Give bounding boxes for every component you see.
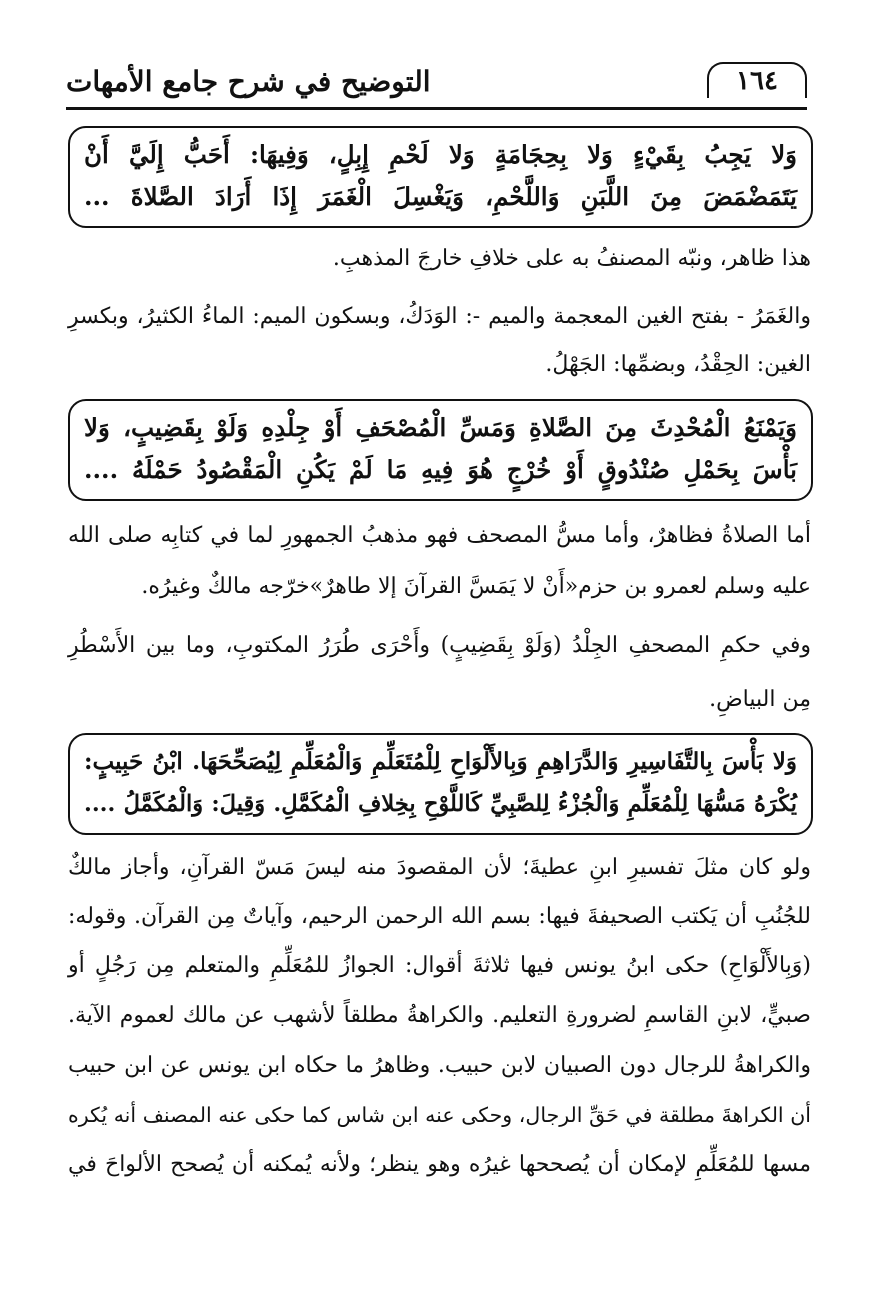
matn-box-1 (68, 126, 813, 228)
commentary-line: (وَبِالأَلْوَاحِ) حكى ابنُ يونس فيها ثلاثةَ أقوال: الجوازُ للمُعَلِّمِ والمتعلم مِن رَجُلٍ أو (68, 953, 811, 978)
commentary-line: وفي حكمِ المصحفِ الجِلْدُ (وَلَوْ بِقَضِيبٍ) وأَحْرَى طُرَرُ المكتوبِ، وما بين الأَسْطُرِ (68, 633, 811, 658)
matn-box-2 (68, 399, 813, 501)
matn-line: وَلا يَجِبُ بِقَيْءٍ وَلا بِحِجَامَةٍ وَلا لَحْمِ إِبِلٍ، وَفِيهَا: أَحَبُّ إِلَيَّ أَنْ (84, 140, 797, 169)
commentary-line: صبيٍّ، لابنِ القاسمِ لضرورةِ التعليم. والكراهةُ مطلقاً لأشهب عن مالك لعموم الآية. (68, 1003, 811, 1028)
matn-line: وَيَمْنَعُ الْمُحْدِثَ مِنَ الصَّلاةِ وَمَسِّ الْمُصْحَفِ أَوْ جِلْدِهِ وَلَوْ بِقَضِيبٍ، وَلا (84, 413, 797, 442)
book-title: التوضيح في شرح جامع الأمهات (66, 65, 431, 98)
matn-line: وَلا بَأْسَ بِالتَّفَاسِيرِ وَالدَّرَاهِمِ وَبِالأَلْوَاحِ لِلْمُتَعَلِّمِ وَالْمُعَلِّمِ لِيُصَحِّحَهَا. ابْنُ حَبِيبٍ: (84, 748, 797, 775)
commentary-line: عليه وسلم لعمرو بن حزم«أَنْ لا يَمَسَّ القرآنَ إلا طاهرٌ»خرّجه مالكٌ وغيرُه. (141, 574, 811, 599)
commentary-line: للجُنُبِ أن يَكتب الصحيفةَ فيها: بسم الله الرحمن الرحيم، وآياتٌ مِن القرآن. وقوله: (68, 904, 811, 929)
matn-line: يُكْرَهُ مَسُّهَا لِلْمُعَلِّمِ وَالْجُزْءُ لِلصَّبِيِّ كَاللَّوْحِ بِخِلافِ الْمُكَمَّلِ. وَقِيلَ: وَالْمُكَمَّلُ .... (84, 791, 797, 817)
page-number: ١٦٤ (707, 62, 807, 98)
commentary-line: مِن البياضِ. (709, 687, 811, 712)
commentary-line: ولو كان مثلَ تفسيرِ ابنِ عطيةَ؛ لأن المقصودَ منه ليسَ مَسّ القرآنِ، وأجاز مالكٌ (68, 855, 811, 880)
commentary-line: أن الكراهةَ مطلقة في حَقِّ الرجال، وحكى عنه ابن شاس كما حكى عنه المصنف أنه يُكره (68, 1103, 811, 1127)
matn-line: يَتَمَضْمَضَ مِنَ اللَّبَنِ وَاللَّحْمِ، وَيَغْسِلَ الْغَمَرَ إِذَا أَرَادَ الصَّلاةَ ... (84, 182, 797, 211)
commentary-line: أما الصلاةُ فظاهرٌ، وأما مسُّ المصحف فهو مذهبُ الجمهورِ لما في كتابِه صلى الله (68, 523, 811, 548)
matn-box-3 (68, 733, 813, 835)
page-header (66, 58, 807, 110)
commentary-line: والغَمَرُ - بفتح الغين المعجمة والميم -: الوَدَكُ، وبسكون الميم: الماءُ الكثيرُ، وبكسرِ (68, 304, 811, 329)
commentary-line: مسها للمُعَلِّمِ لإمكان أن يُصححها غيرُه وهو ينظر؛ ولأنه يُمكنه أن يُصحح الألواحَ في (68, 1152, 811, 1177)
commentary-line: والكراهةُ للرجال دون الصبيان لابن حبيب. وظاهرُ ما حكاه ابن يونس عن ابن حبيب (68, 1053, 811, 1078)
header-divider (66, 107, 807, 110)
matn-line: بَأْسَ بِحَمْلِ صُنْدُوقٍ أَوْ خُرْجٍ هُوَ فِيهِ مَا لَمْ يَكُنِ الْمَقْصُودُ حَمْلَهُ .... (84, 455, 797, 484)
commentary-line: هذا ظاهر، ونبّه المصنفُ به على خلافِ خارجَ المذهبِ. (332, 246, 811, 271)
commentary-line: الغين: الحِقْدُ، وبضمِّها: الجَهْلُ. (545, 352, 811, 377)
